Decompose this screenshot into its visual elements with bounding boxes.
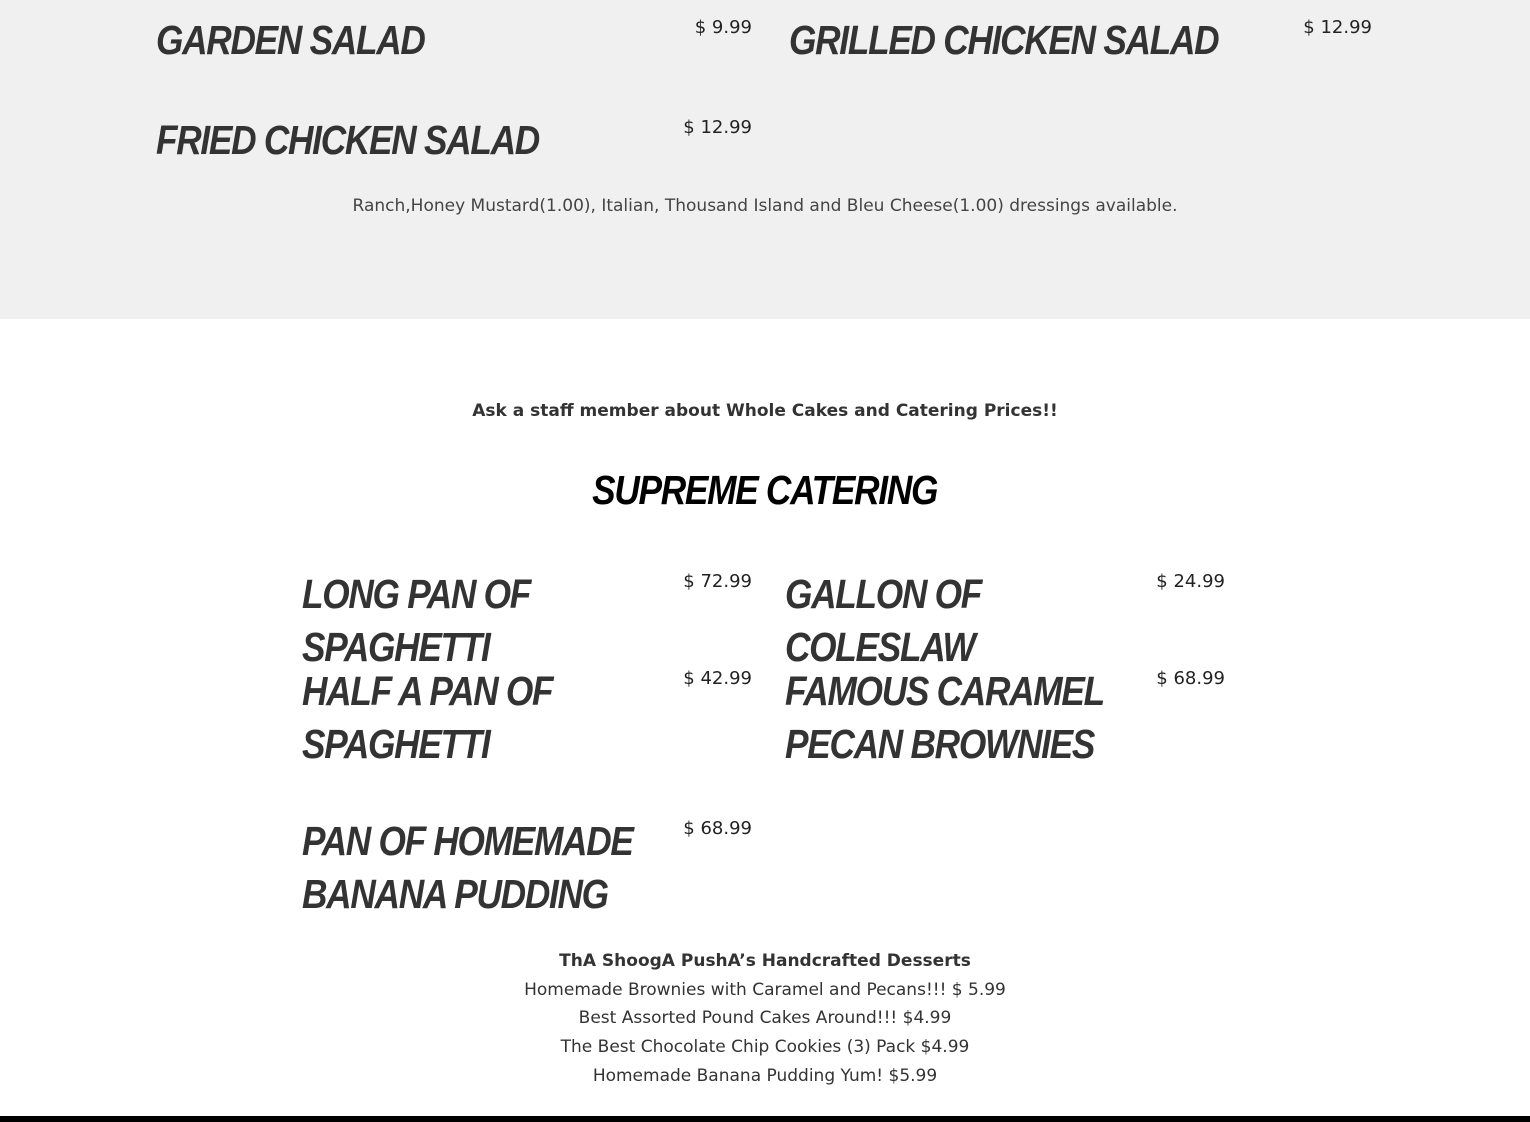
desserts-block (0, 947, 1530, 1091)
dessert-line: Homemade Banana Pudding Yum! $5.99 (592, 1065, 938, 1086)
dessert-line: Best Assorted Pound Cakes Around!!! $4.99 (578, 1008, 952, 1029)
footer-bar (0, 1116, 1530, 1122)
menu-item-name: GALLON OF COLESLAW (785, 571, 982, 670)
dessert-line: Homemade Brownies with Caramel and Pecans!!! $ 5.99 (524, 979, 1006, 1000)
menu-item-name: PAN OF HOMEMADE BANANA PUDDING (302, 818, 633, 917)
menu-item-name: LONG PAN OF SPAGHETTI (302, 571, 531, 670)
menu-item-price: $ 68.99 (683, 818, 752, 839)
menu-item-name: FAMOUS CARAMEL PECAN BROWNIES (785, 668, 1104, 767)
menu-item-price: $ 24.99 (1156, 571, 1225, 592)
menu-item-price: $ 12.99 (683, 117, 752, 138)
menu-item-price: $ 12.99 (1303, 17, 1372, 38)
section-title (0, 466, 1530, 514)
menu-item-price: $ 72.99 (683, 571, 752, 592)
section-title-text: SUPREME CATERING (592, 467, 938, 513)
salad-section (0, 0, 1530, 319)
menu-item-price: $ 9.99 (694, 17, 752, 38)
menu-item-name: GRILLED CHICKEN SALAD (789, 17, 1219, 63)
staff-note: Ask a staff member about Whole Cakes and Catering Prices!! (472, 401, 1058, 421)
menu-item-price: $ 42.99 (683, 668, 752, 689)
dressing-note: Ranch,Honey Mustard(1.00), Italian, Thousand Island and Bleu Cheese(1.00) dressings available. (352, 196, 1178, 216)
desserts-title: ThA ShoogA PushA’s Handcrafted Desserts (559, 951, 971, 971)
menu-item-name: FRIED CHICKEN SALAD (156, 117, 539, 163)
menu-item-name: HALF A PAN OF SPAGHETTI (302, 668, 553, 767)
menu-item-name: GARDEN SALAD (156, 17, 425, 63)
dessert-line: The Best Chocolate Chip Cookies (3) Pack $4.99 (560, 1037, 970, 1058)
menu-item-price: $ 68.99 (1156, 668, 1225, 689)
